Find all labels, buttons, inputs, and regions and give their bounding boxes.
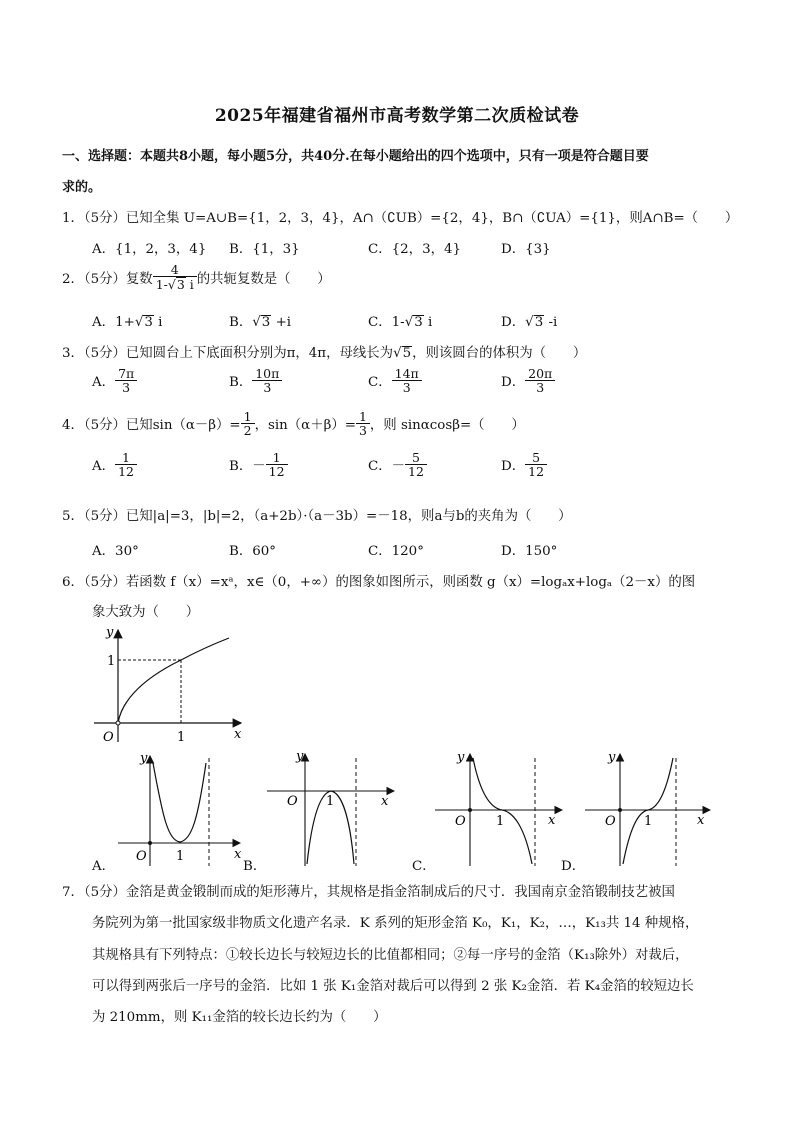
q7-stem-line1: 7．（5分）金箔是黄金锻制而成的矩形薄片，其规格是指金箔制成后的尺寸．我国南京金箔锻制技艺被国 [62, 885, 675, 900]
q3-option-d-label: D． [501, 375, 526, 391]
q1-option-a: A．{1，2，3，4} [92, 242, 207, 257]
y-label: y [140, 751, 148, 766]
q4-option-c-label: C． [368, 459, 392, 475]
q7-stem-line2: 务院列为第一批国家级非物质文化遗产名录．K 系列的矩形金箔 K₀，K₁，K₂，…，K₁₃共 14 种规格， [92, 916, 699, 931]
q6-option-c-graph [430, 748, 566, 870]
x-label: x [697, 813, 705, 828]
q7-stem-line4: 可以得到两张后一序号的金箔．比如 1 张 K₁金箔对裁后可以得到 2 张 K₂金箔．若 K₄金箔的较短边长 [92, 979, 694, 994]
origin-label: O [455, 814, 466, 829]
q3-stem-a: 3．（5分）已知圆台上下底面积分别为π，4π，母线长为 [62, 346, 394, 361]
origin-open-dot [116, 721, 120, 725]
q2-fraction [153, 263, 197, 292]
q3-option-a-num: 7π [115, 367, 137, 381]
q5-option-d: D．150° [501, 544, 558, 559]
q2-option-c-pre: 1- [391, 315, 405, 330]
q2-suffix: 的共轭复数是（ ） [196, 271, 331, 287]
q2-option-b-radicand: 3 [261, 315, 271, 330]
curve [473, 758, 532, 864]
q2-option-d-post: -i [544, 315, 558, 330]
q4-frac2-den: 3 [358, 423, 367, 439]
q1-option-b: B．{1，3} [229, 242, 300, 257]
origin-dot [618, 808, 622, 812]
q2-option-a-post: i [153, 315, 163, 330]
q2-num: 4 [153, 263, 197, 277]
q4-sin1: sin（α－β）= [152, 418, 241, 434]
q6-option-d-label: D． [561, 859, 586, 874]
q3-option-b-den: 3 [263, 380, 272, 396]
q3-option-c-num: 14π [392, 367, 422, 381]
q4-frac1-den: 2 [243, 423, 252, 439]
q4-frac2-num: 1 [356, 410, 370, 424]
section-header-line1: 一、选择题：本题共8小题，每小题5分，共40分.在每小题给出的四个选项中，只有一项是符合题目要 [62, 149, 649, 164]
q6-option-b-graph [262, 748, 398, 870]
q2-option-a-pre: 1+ [115, 315, 135, 330]
q4-option-b-num: 1 [266, 451, 288, 465]
q2-option-c-label: C． [368, 315, 392, 330]
q3-option-d-num: 20π [525, 367, 555, 381]
q4-option-d-label: D． [501, 459, 526, 475]
q4-option-a-num: 1 [115, 451, 137, 465]
origin-dot [148, 841, 152, 845]
tick-1: 1 [496, 814, 505, 829]
q5-option-b: B．60° [229, 544, 276, 559]
power-curve [118, 638, 229, 723]
origin-label: O [287, 794, 298, 809]
q4-option-b [229, 451, 288, 478]
q4-option-d-num: 5 [525, 451, 547, 465]
q4-option-c-sign: － [391, 459, 406, 475]
y-label: y [608, 750, 616, 765]
q5-option-a: A．30° [92, 544, 139, 559]
curve [153, 763, 206, 842]
tick-1-y: 1 [107, 654, 116, 669]
q4-option-c [368, 451, 427, 478]
q6-option-c-label: C． [412, 859, 436, 874]
q6-stem-line2: 象大致为（ ） [92, 605, 200, 620]
q1-stem: 1．（5分）已知全集 U=A∪B={1，2，3，4}，A∩（∁UB）={2，4}，B∩（∁UA）={1}，则A∩B=（ ） [62, 211, 739, 226]
q2-option-a-label: A． [92, 315, 116, 330]
q2-option-a-radicand: 3 [144, 315, 153, 330]
q2-option-d-radicand: 3 [534, 315, 544, 330]
tick-1: 1 [176, 849, 185, 864]
q4-option-c-num: 5 [405, 451, 427, 465]
q6-main-graph [86, 620, 256, 748]
q5-option-c: C．120° [368, 544, 424, 559]
q3-stem-radicand: 5 [402, 346, 412, 361]
q4-suffix: ，则 sinαcosβ=（ ） [369, 418, 525, 434]
origin-label: O [605, 814, 616, 829]
q2-option-b-label: B． [229, 315, 253, 330]
tick-1: 1 [644, 814, 653, 829]
q2-den-a: 1- [155, 277, 168, 293]
q2-option-c: C．1-√3 i [368, 315, 433, 330]
q2-option-b: B．√3 +i [229, 315, 292, 330]
q2-den: 1-√3 i [155, 277, 194, 293]
q6-stem-line1: 6．（5分）若函数 f（x）=xᵃ，x∈（0，+∞）的图象如图所示，则函数 g（x）=logₐx+logₐ（2－x）的图 [62, 575, 696, 590]
q1-option-d: D．{3} [501, 242, 551, 257]
q6-option-d-graph [580, 748, 716, 870]
q3-option-b-num: 10π [252, 367, 282, 381]
x-label: x [234, 727, 242, 742]
q3-option-b-label: B． [229, 375, 253, 391]
q4-option-b-label: B． [229, 459, 253, 475]
origin-label: O [103, 730, 114, 745]
q4-option-d-den: 12 [528, 464, 545, 480]
q3-stem-b: ，则该圆台的体积为（ ） [412, 346, 587, 361]
q2-option-b-post: +i [271, 315, 292, 330]
q2-option-c-radicand: 3 [414, 315, 423, 330]
q6-option-a-graph [108, 748, 244, 870]
y-label: y [457, 750, 465, 765]
y-label: y [106, 625, 114, 640]
q2-option-d-label: D． [501, 315, 526, 330]
q4-option-b-sign: － [252, 459, 266, 475]
q2-den-b: i [185, 277, 194, 293]
origin-label: O [136, 849, 147, 864]
tick-1: 1 [326, 794, 335, 809]
q3-option-d-den: 3 [536, 380, 545, 396]
q3-option-b [229, 367, 282, 394]
q3-option-c-label: C． [368, 375, 392, 391]
q4-option-a-label: A． [92, 459, 116, 475]
q2-option-d: D．√3 -i [501, 315, 558, 330]
curve [623, 758, 673, 864]
x-label: x [381, 794, 389, 809]
q3-option-d [501, 367, 555, 394]
q6-option-b-label: B． [243, 859, 267, 874]
q7-stem-line5: 为 210mm，则 K₁₁金箔的较长边长约为（ ） [92, 1010, 387, 1025]
q4-stem [62, 410, 525, 437]
page-title: 2025年福建省福州市高考数学第二次质检试卷 [214, 106, 580, 126]
y-label: y [296, 749, 304, 764]
q2-stem [62, 263, 331, 292]
q3-option-a-den: 3 [122, 380, 131, 396]
x-label: x [548, 813, 556, 828]
q6-option-a-label: A． [92, 859, 116, 874]
origin-dot [468, 808, 472, 812]
q2-option-a: A．1+√3 i [92, 315, 163, 330]
tick-1-x: 1 [177, 730, 186, 745]
q4-option-c-den: 12 [408, 464, 424, 480]
q3-option-a [92, 367, 137, 394]
q4-option-b-den: 12 [268, 464, 285, 480]
q7-stem-line3: 其规格具有下列特点：①较长边长与较短边长的比值都相同；②每一序号的金箔（K₁₃除外）对裁后， [92, 948, 689, 963]
q4-option-a-den: 12 [118, 464, 134, 480]
q4-sin2: sin（α＋β）= [268, 418, 356, 434]
q3-option-c-den: 3 [402, 380, 411, 396]
x-label: x [234, 847, 242, 862]
q4-option-a [92, 451, 137, 478]
q5-stem: 5．（5分）已知|a|=3，|b|=2，（a+2b）·（a－3b）=－18，则a与b的夹角为（ ） [62, 509, 572, 524]
q4-sep: ， [254, 418, 268, 434]
q2-option-c-post: i [423, 315, 433, 330]
q4-option-d [501, 451, 547, 478]
q4-prefix: 4．（5分）已知 [62, 418, 153, 434]
q2-den-radicand: 3 [176, 277, 185, 293]
q3-stem: 3．（5分）已知圆台上下底面积分别为π，4π，母线长为√5，则该圆台的体积为（ ） [62, 346, 587, 361]
q3-option-a-label: A． [92, 375, 116, 391]
q3-option-c [368, 367, 422, 394]
q1-option-c: C．{2，3，4} [368, 242, 462, 257]
section-header-line2: 求的。 [62, 180, 102, 195]
q2-prefix: 2．（5分）复数 [62, 271, 153, 287]
q4-frac1-num: 1 [241, 410, 255, 424]
